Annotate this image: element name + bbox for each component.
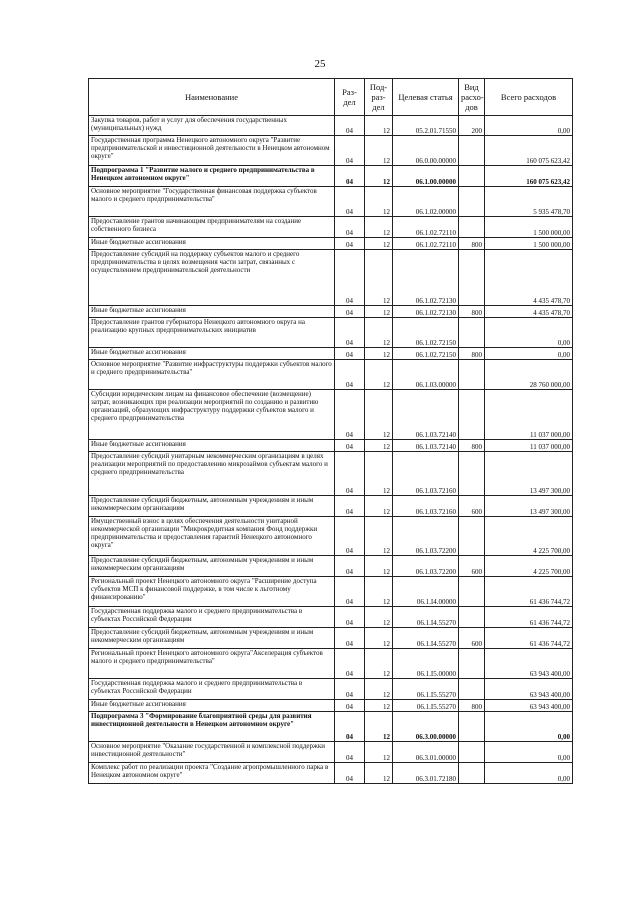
cell-statya: 06.1.03.72160 (393, 452, 459, 496)
cell-podrazdel: 12 (365, 440, 393, 452)
cell-statya: 06.3.01.72180 (393, 763, 459, 784)
header-statya: Целевая статья (393, 79, 459, 116)
cell-total: 63 943 400,00 (485, 649, 573, 679)
table-row (89, 166, 573, 187)
cell-razdel: 04 (335, 217, 365, 238)
cell-razdel: 04 (335, 712, 365, 742)
table-row (89, 700, 573, 712)
table-body (89, 116, 573, 784)
cell-razdel: 04 (335, 187, 365, 217)
cell-razdel: 04 (335, 742, 365, 763)
cell-vid (459, 136, 485, 166)
cell-razdel: 04 (335, 348, 365, 360)
cell-statya: 06.1.02.72130 (393, 250, 459, 306)
cell-statya: 06.1.02.00000 (393, 187, 459, 217)
cell-vid (459, 360, 485, 390)
cell-total: 1 500 000,00 (485, 217, 573, 238)
table-row (89, 742, 573, 763)
cell-razdel: 04 (335, 452, 365, 496)
cell-statya: 06.1.02.72110 (393, 238, 459, 250)
cell-vid: 800 (459, 440, 485, 452)
cell-vid: 200 (459, 116, 485, 136)
table-row (89, 360, 573, 390)
cell-name: Предоставление грантов начинающим предпринимателям на создание собственного бизнеса (89, 217, 335, 238)
cell-podrazdel: 12 (365, 712, 393, 742)
table-row (89, 306, 573, 318)
cell-podrazdel: 12 (365, 452, 393, 496)
cell-podrazdel: 12 (365, 763, 393, 784)
cell-podrazdel: 12 (365, 360, 393, 390)
cell-vid (459, 649, 485, 679)
cell-total: 160 075 623,42 (485, 166, 573, 187)
cell-razdel: 04 (335, 136, 365, 166)
cell-podrazdel: 12 (365, 250, 393, 306)
cell-total: 0,00 (485, 348, 573, 360)
cell-statya: 06.3.01.00000 (393, 742, 459, 763)
table-row (89, 440, 573, 452)
cell-razdel: 04 (335, 496, 365, 517)
cell-total: 0,00 (485, 763, 573, 784)
cell-podrazdel: 12 (365, 187, 393, 217)
cell-total: 1 500 000,00 (485, 238, 573, 250)
table-header-row (89, 79, 573, 116)
table-row (89, 136, 573, 166)
cell-statya: 06.1.I5.00000 (393, 649, 459, 679)
cell-vid (459, 577, 485, 607)
cell-name: Региональный проект Ненецкого автономного округа"Акселерация субъектов малого и среднего предпринимательства" (89, 649, 335, 679)
cell-vid (459, 679, 485, 700)
cell-total: 4 435 478,70 (485, 250, 573, 306)
cell-vid (459, 712, 485, 742)
budget-table (88, 78, 573, 784)
cell-total: 0,00 (485, 742, 573, 763)
cell-razdel: 04 (335, 390, 365, 440)
cell-podrazdel: 12 (365, 306, 393, 318)
cell-name: Основное мероприятие "Развитие инфраструктуры поддержки субъектов малого и среднего предпринимательства" (89, 360, 335, 390)
cell-statya: 06.1.I4.55270 (393, 628, 459, 649)
cell-statya: 06.1.I4.00000 (393, 577, 459, 607)
cell-vid (459, 517, 485, 556)
cell-statya: 06.1.02.72110 (393, 217, 459, 238)
table-row (89, 763, 573, 784)
cell-podrazdel: 12 (365, 628, 393, 649)
cell-total: 61 436 744,72 (485, 577, 573, 607)
cell-razdel: 04 (335, 679, 365, 700)
cell-name: Подпрограмма 3 "Формирование благоприятной среды для развития инвестиционной деятельности в Ненецком автономном округе" (89, 712, 335, 742)
cell-podrazdel: 12 (365, 238, 393, 250)
cell-vid (459, 166, 485, 187)
cell-vid: 600 (459, 628, 485, 649)
cell-razdel: 04 (335, 700, 365, 712)
cell-name: Основное мероприятие "Оказание государственной и комплексной поддержки инвестиционной деятельности" (89, 742, 335, 763)
table-row (89, 116, 573, 136)
cell-total: 11 037 000,00 (485, 440, 573, 452)
cell-name: Предоставление субсидий унитарным некоммерческим организациям в целях реализации мероприятий по предоставлению микрозаймов субъектам малого и среднего предпринимательства (89, 452, 335, 496)
cell-statya: 06.1.02.72150 (393, 348, 459, 360)
table-row (89, 452, 573, 496)
cell-statya: 06.1.02.72130 (393, 306, 459, 318)
cell-statya: 05.2.01.71550 (393, 116, 459, 136)
cell-podrazdel: 12 (365, 679, 393, 700)
header-total: Всего расходов (485, 79, 573, 116)
cell-podrazdel: 12 (365, 166, 393, 187)
table-row (89, 348, 573, 360)
cell-razdel: 04 (335, 250, 365, 306)
cell-name: Предоставление субсидий бюджетным, автономным учреждениям и иным некоммерческим организациям (89, 628, 335, 649)
cell-podrazdel: 12 (365, 136, 393, 166)
cell-total: 4 225 700,00 (485, 517, 573, 556)
cell-razdel: 04 (335, 628, 365, 649)
table-row (89, 318, 573, 348)
table-row (89, 679, 573, 700)
cell-statya: 06.1.I5.55270 (393, 679, 459, 700)
cell-total: 63 943 400,00 (485, 700, 573, 712)
cell-razdel: 04 (335, 607, 365, 628)
cell-total: 63 943 400,00 (485, 679, 573, 700)
table-row (89, 517, 573, 556)
cell-name: Основное мероприятие "Государственная финансовая поддержка субъектов малого и среднего предпринимательства" (89, 187, 335, 217)
cell-razdel: 04 (335, 577, 365, 607)
table-row (89, 496, 573, 517)
cell-razdel: 04 (335, 116, 365, 136)
cell-total: 13 497 300,00 (485, 452, 573, 496)
table-row (89, 217, 573, 238)
cell-name: Иные бюджетные ассигнования (89, 306, 335, 318)
cell-razdel: 04 (335, 318, 365, 348)
cell-podrazdel: 12 (365, 390, 393, 440)
cell-podrazdel: 12 (365, 217, 393, 238)
cell-vid (459, 452, 485, 496)
cell-name: Иные бюджетные ассигнования (89, 348, 335, 360)
cell-statya: 06.1.03.00000 (393, 360, 459, 390)
cell-statya: 06.1.02.72150 (393, 318, 459, 348)
cell-total: 0,00 (485, 318, 573, 348)
cell-vid: 800 (459, 700, 485, 712)
cell-total: 61 436 744,72 (485, 607, 573, 628)
cell-total: 5 935 478,70 (485, 187, 573, 217)
cell-name: Предоставление субсидий бюджетным, автономным учреждениям и иным некоммерческим организациям (89, 496, 335, 517)
table-row (89, 628, 573, 649)
cell-razdel: 04 (335, 238, 365, 250)
table-row (89, 250, 573, 306)
cell-vid: 600 (459, 556, 485, 577)
header-razdel: Раз-дел (335, 79, 365, 116)
cell-name: Региональный проект Ненецкого автономного округа "Расширение доступа субъектов МСП к финансовой поддержке, в том числе к льготному финансированию" (89, 577, 335, 607)
cell-razdel: 04 (335, 649, 365, 679)
cell-razdel: 04 (335, 440, 365, 452)
cell-statya: 06.1.I5.55270 (393, 700, 459, 712)
cell-name: Имущественный взнос в целях обеспечения деятельности унитарной некоммерческой организации "Микрокредитная компания Фонд поддержки предпринимательства и предоставления гарантий Ненецкого автономного округа" (89, 517, 335, 556)
table-row (89, 238, 573, 250)
cell-razdel: 04 (335, 556, 365, 577)
table-row (89, 649, 573, 679)
cell-statya: 06.1.03.72160 (393, 496, 459, 517)
table-row (89, 390, 573, 440)
cell-podrazdel: 12 (365, 517, 393, 556)
cell-total: 0,00 (485, 712, 573, 742)
cell-vid (459, 318, 485, 348)
cell-statya: 06.1.03.72200 (393, 517, 459, 556)
cell-statya: 06.1.00.00000 (393, 166, 459, 187)
cell-razdel: 04 (335, 763, 365, 784)
cell-name: Иные бюджетные ассигнования (89, 238, 335, 250)
cell-podrazdel: 12 (365, 318, 393, 348)
table-row (89, 187, 573, 217)
cell-vid (459, 187, 485, 217)
cell-vid (459, 763, 485, 784)
cell-statya: 06.1.03.72140 (393, 440, 459, 452)
cell-statya: 06.1.03.72200 (393, 556, 459, 577)
cell-name: Предоставление субсидий на поддержку субъектов малого и среднего предпринимательства в целях возмещения части затрат, связанных с осуществлением предпринимательской деятельности (89, 250, 335, 306)
cell-name: Закупка товаров, работ и услуг для обеспечения государственных (муниципальных) нужд (89, 116, 335, 136)
cell-razdel: 04 (335, 166, 365, 187)
cell-vid (459, 390, 485, 440)
cell-name: Субсидии юридическим лицам на финансовое обеспечение (возмещение) затрат, возникающих при реализации мероприятий по созданию и развитию организаций, образующих инфраструктуру поддержки субъектов малого и среднего предпринимательства (89, 390, 335, 440)
cell-name: Иные бюджетные ассигнования (89, 440, 335, 452)
cell-total: 4 435 478,70 (485, 306, 573, 318)
cell-podrazdel: 12 (365, 742, 393, 763)
cell-vid: 600 (459, 496, 485, 517)
cell-vid (459, 742, 485, 763)
cell-name: Предоставление субсидий бюджетным, автономным учреждениям и иным некоммерческим организациям (89, 556, 335, 577)
page-number: 25 (314, 58, 326, 70)
header-name: Наименование (89, 79, 335, 116)
header-podrazdel: Под-раз-дел (365, 79, 393, 116)
cell-statya: 06.1.I4.55270 (393, 607, 459, 628)
cell-name: Государственная поддержка малого и среднего предпринимательства в субъектах Российской Федерации (89, 607, 335, 628)
cell-total: 13 497 300,00 (485, 496, 573, 517)
cell-vid (459, 607, 485, 628)
cell-total: 28 760 000,00 (485, 360, 573, 390)
cell-vid: 800 (459, 348, 485, 360)
cell-vid (459, 217, 485, 238)
cell-vid (459, 250, 485, 306)
cell-name: Предоставление грантов губернатора Ненецкого автономного округа на реализацию крупных предпринимательских инициатив (89, 318, 335, 348)
cell-name: Подпрограмма 1 "Развитие малого и среднего предпринимательства в Ненецком автономном округе" (89, 166, 335, 187)
cell-razdel: 04 (335, 306, 365, 318)
table-row (89, 712, 573, 742)
cell-statya: 06.3.00.00000 (393, 712, 459, 742)
cell-name: Государственная поддержка малого и среднего предпринимательства в субъектах Российской Федерации (89, 679, 335, 700)
cell-podrazdel: 12 (365, 496, 393, 517)
cell-razdel: 04 (335, 517, 365, 556)
cell-podrazdel: 12 (365, 607, 393, 628)
cell-total: 4 225 700,00 (485, 556, 573, 577)
cell-total: 11 037 000,00 (485, 390, 573, 440)
cell-podrazdel: 12 (365, 348, 393, 360)
cell-vid: 800 (459, 306, 485, 318)
table-row (89, 577, 573, 607)
cell-razdel: 04 (335, 360, 365, 390)
cell-podrazdel: 12 (365, 556, 393, 577)
cell-total: 0,00 (485, 116, 573, 136)
cell-podrazdel: 12 (365, 116, 393, 136)
cell-podrazdel: 12 (365, 577, 393, 607)
cell-total: 160 075 623,42 (485, 136, 573, 166)
cell-total: 61 436 744,72 (485, 628, 573, 649)
table-row (89, 607, 573, 628)
cell-vid: 800 (459, 238, 485, 250)
cell-statya: 06.1.03.72140 (393, 390, 459, 440)
cell-name: Государственная программа Ненецкого автономного округа "Развитие предпринимательской и инвестиционной деятельности в Ненецком автономном округе" (89, 136, 335, 166)
cell-statya: 06.0.00.00000 (393, 136, 459, 166)
cell-podrazdel: 12 (365, 649, 393, 679)
table-row (89, 556, 573, 577)
cell-name: Иные бюджетные ассигнования (89, 700, 335, 712)
cell-name: Комплекс работ по реализации проекта "Создание агропромышленного парка в Ненецком автономном округе" (89, 763, 335, 784)
cell-podrazdel: 12 (365, 700, 393, 712)
header-vid: Вид расхо-дов (459, 79, 485, 116)
